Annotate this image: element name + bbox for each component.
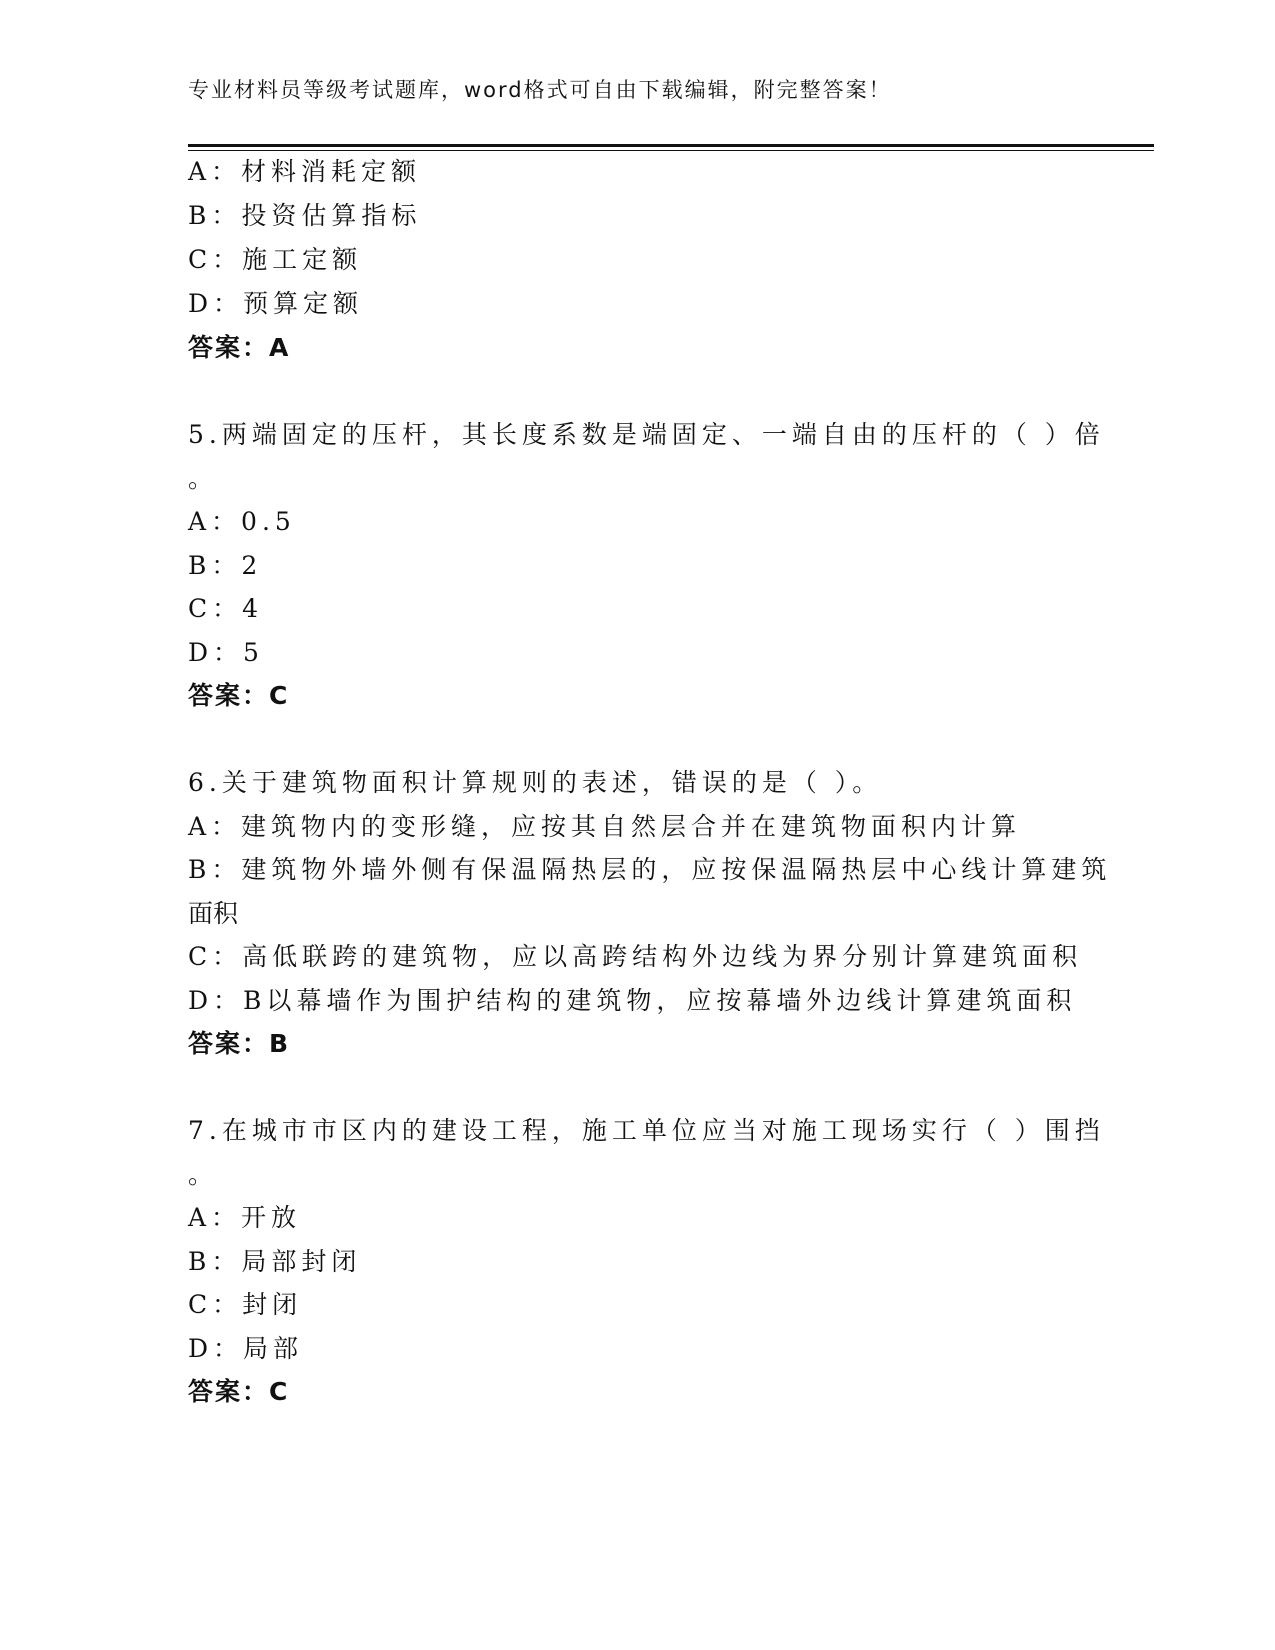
q6-answer: 答案：B	[188, 1029, 291, 1058]
q7-option-b: B：局部封闭	[188, 1247, 362, 1276]
q4-option-b: B：投资估算指标	[188, 201, 422, 230]
q7-answer: 答案：C	[188, 1377, 290, 1406]
q6-option-b-continuation: 面积	[188, 899, 239, 928]
header-rule-thin	[188, 150, 1154, 151]
header-rule-thick	[188, 144, 1154, 147]
q6-option-a: A：建筑物内的变形缝，应按其自然层合并在建筑物面积内计算	[188, 812, 1022, 841]
q7-option-d: D：局部	[188, 1334, 304, 1363]
q6-option-d: D：B以幕墙作为围护结构的建筑物，应按幕墙外边线计算建筑面积	[188, 986, 1077, 1015]
page-header: 专业材料员等级考试题库，word格式可自由下载编辑，附完整答案！	[188, 78, 892, 102]
q5-option-c: C：4	[188, 594, 264, 623]
q5-option-d: D：5	[188, 638, 264, 667]
q7-option-c: C：封闭	[188, 1290, 303, 1319]
q6-option-b: B：建筑物外墙外侧有保温隔热层的，应按保温隔热层中心线计算建筑	[188, 855, 1112, 884]
q4-option-d: D：预算定额	[188, 289, 364, 318]
q5-option-b: B：2	[188, 551, 263, 580]
q5-option-a: A：0.5	[188, 507, 296, 536]
q7-stem-continuation: 。	[188, 1160, 214, 1189]
q5-answer: 答案：C	[188, 681, 290, 710]
q4-option-a: A：材料消耗定额	[188, 157, 422, 186]
q5-stem: 5.两端固定的压杆，其长度系数是端固定、一端自由的压杆的（ ）倍	[188, 420, 1105, 449]
q6-stem: 6.关于建筑物面积计算规则的表述，错误的是（ ）。	[188, 768, 883, 797]
q4-answer: 答案：A	[188, 333, 291, 362]
q5-stem-continuation: 。	[188, 464, 214, 493]
q7-option-a: A：开放	[188, 1203, 302, 1232]
q6-option-c: C：高低联跨的建筑物，应以高跨结构外边线为界分别计算建筑面积	[188, 942, 1083, 971]
q7-stem: 7.在城市市区内的建设工程，施工单位应当对施工现场实行（ ）围挡	[188, 1116, 1105, 1145]
q4-option-c: C：施工定额	[188, 245, 363, 274]
